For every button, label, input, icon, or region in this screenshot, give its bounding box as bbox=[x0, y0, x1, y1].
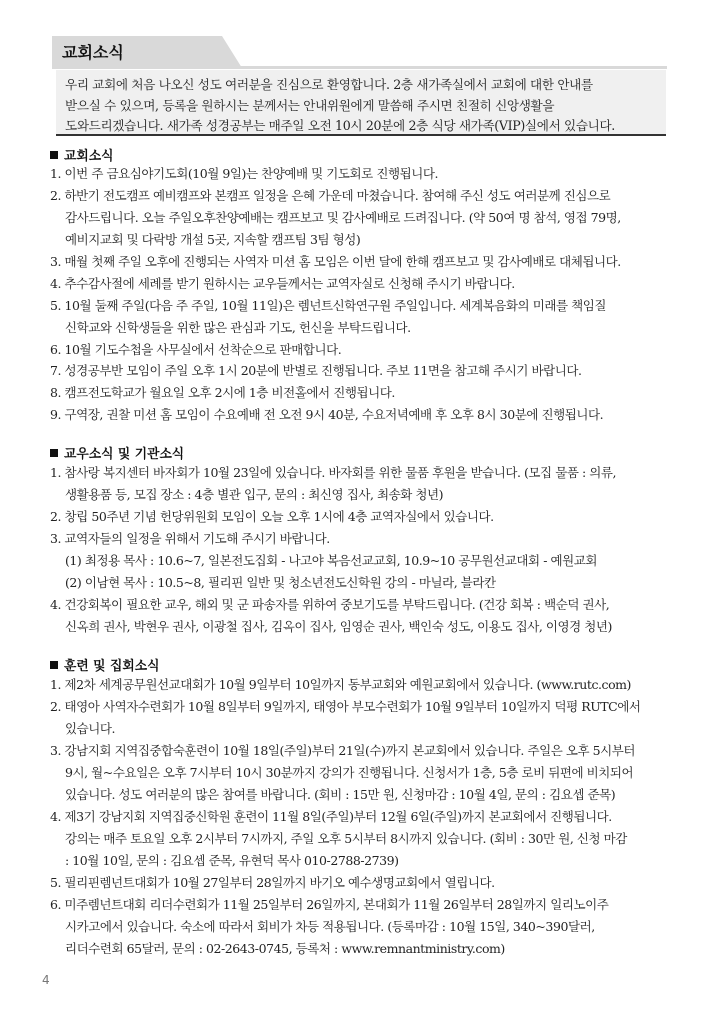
list-item: 3. 교역자들의 일정을 위해서 기도해 주시기 바랍니다. bbox=[50, 531, 330, 546]
list-item: 2. 태영아 사역자수련회가 10월 8일부터 9일까지, 태영아 부모수련회가 10월 9일부터 10일까지 덕평 RUTC에서 bbox=[50, 699, 641, 714]
list-item: 1. 참사랑 복지센터 바자회가 10월 23일에 있습니다. 바자회를 위한 물품 후원을 받습니다. (모집 물품 : 의류, bbox=[50, 465, 617, 480]
list-item: 1. 이번 주 금요심야기도회(10월 9일)는 찬양예배 및 기도회로 진행됩니다. bbox=[50, 166, 438, 181]
list-item: 1. 제2차 세계공무원선교대회가 10월 9일부터 10일까지 동부교회와 예원교회에서 있습니다. (www.rutc.com) bbox=[50, 677, 631, 692]
list-item-continued: 신학교와 신학생들을 위한 많은 관심과 기도, 헌신을 부탁드립니다. bbox=[65, 320, 411, 335]
square-bullet-icon bbox=[50, 661, 58, 669]
list-item-continued: 있습니다. 성도 여러분의 많은 참여를 바랍니다. (회비 : 15만 원, 신청마감 : 10월 4일, 문의 : 김요셉 준목) bbox=[65, 787, 616, 802]
list-item: 9. 구역장, 권찰 미션 홈 모임이 수요예배 전 오전 9시 40분, 수요저녁예배 후 오후 8시 30분에 진행됩니다. bbox=[50, 407, 604, 422]
list-item: 3. 매월 첫째 주일 오후에 진행되는 사역자 미션 홈 모임은 이번 달에 한해 캠프보고 및 감사예배로 대체됩니다. bbox=[50, 254, 621, 269]
list-item-continued: 생활용품 등, 모집 장소 : 4층 별관 입구, 문의 : 최신영 집사, 최송화 청년) bbox=[65, 487, 444, 502]
section-heading-member-news: 교우소식 및 기관소식 bbox=[50, 443, 184, 462]
list-item: 2. 하반기 전도캠프 예비캠프와 본캠프 일정을 은혜 가운데 마쳤습니다. 참여해 주신 성도 여러분께 진심으로 bbox=[50, 188, 611, 203]
intro-line: 도와드리겠습니다. 새가족 성경공부는 매주일 오전 10시 20분에 2층 식당 새가족(VIP)실에서 있습니다. bbox=[65, 118, 615, 133]
list-item: 6. 미주렘넌트대회 리더수련회가 11월 25일부터 26일까지, 본대회가 11월 26일부터 28일까지 일리노이주 bbox=[50, 897, 609, 912]
list-item: 4. 추수감사절에 세례를 받기 원하시는 교우들께서는 교역자실로 신청해 주시기 바랍니다. bbox=[50, 276, 515, 291]
list-item: 6. 10월 기도수첩을 사무실에서 선착순으로 판매합니다. bbox=[50, 342, 342, 357]
list-item-continued: 있습니다. bbox=[65, 721, 116, 736]
header-rule bbox=[52, 66, 667, 69]
header-tab-title: 교회소식 bbox=[62, 43, 124, 62]
intro-line: 우리 교회에 처음 나오신 성도 여러분을 진심으로 환영합니다. 2층 새가족실에서 교회에 대한 안내를 bbox=[65, 77, 593, 92]
list-item: 4. 제3기 강남지회 지역집중신학원 훈련이 11월 8일(주일)부터 12월 6일(주일)까지 본교회에서 진행됩니다. bbox=[50, 809, 612, 824]
list-item: 8. 캠프전도학교가 월요일 오후 2시에 1층 비전홀에서 진행됩니다. bbox=[50, 385, 395, 400]
page-number: 4 bbox=[42, 973, 50, 987]
list-item: 7. 성경공부반 모임이 주일 오후 1시 20분에 반별로 진행됩니다. 주보 11면을 참고해 주시기 바랍니다. bbox=[50, 363, 582, 378]
list-item-continued: 강의는 매주 토요일 오후 2시부터 7시까지, 주일 오후 5시부터 8시까지 있습니다. (회비 : 30만 원, 신청 마감 bbox=[65, 831, 627, 846]
list-item-continued: : 10월 10일, 문의 : 김요셉 준목, 유현덕 목사 010-2788-2739) bbox=[65, 853, 399, 868]
square-bullet-icon bbox=[50, 449, 58, 457]
intro-box bbox=[56, 70, 666, 136]
list-item: 2. 창립 50주년 기념 헌당위원회 모임이 오늘 오후 1시에 4층 교역자실에서 있습니다. bbox=[50, 509, 494, 524]
intro-line: 받으실 수 있으며, 등록을 원하시는 분께서는 안내위원에게 말씀해 주시면 친절히 신앙생활을 bbox=[65, 98, 555, 113]
list-item-continued: 리더수련회 65달러, 문의 : 02-2643-0745, 등록처 : www.remnantministry.com) bbox=[65, 941, 505, 956]
square-bullet-icon bbox=[50, 151, 58, 159]
list-item: 4. 건강회복이 필요한 교우, 해외 및 군 파송자를 위하여 중보기도를 부탁드립니다. (건강 회복 : 백순덕 권사, bbox=[50, 597, 610, 612]
list-item-continued: 신옥희 권사, 박현우 권사, 이광철 집사, 김옥이 집사, 임영순 권사, 백인숙 성도, 이용도 집사, 이영경 청년) bbox=[65, 619, 612, 634]
list-item: 5. 필리핀렘넌트대회가 10월 27일부터 28일까지 바기오 예수생명교회에서 열립니다. bbox=[50, 875, 495, 890]
section-heading-training-news: 훈련 및 집회소식 bbox=[50, 655, 159, 674]
list-subitem: (1) 최정용 목사 : 10.6~7, 일본전도집회 - 나고야 복음선교교회, 10.9~10 공무원선교대회 - 예원교회 bbox=[65, 553, 597, 568]
list-item-continued: 시카고에서 있습니다. 숙소에 따라서 회비가 차등 적용됩니다. (등록마감 : 10월 15일, 340~390달러, bbox=[65, 919, 595, 934]
section-heading-church-news: 교회소식 bbox=[50, 145, 113, 164]
list-item: 3. 강남지회 지역집중합숙훈련이 10월 18일(주일)부터 21일(수)까지 본교회에서 있습니다. 주일은 오후 5시부터 bbox=[50, 743, 636, 758]
list-item: 5. 10월 둘째 주일(다음 주 주일, 10월 11일)은 렘넌트신학연구원 주일입니다. 세계복음화의 미래를 책임질 bbox=[50, 298, 606, 313]
list-item-continued: 9시, 월~수요일은 오후 7시부터 10시 30분까지 강의가 진행됩니다. 신청서가 1층, 5층 로비 뒤편에 비치되어 bbox=[65, 765, 634, 780]
list-item-continued: 감사드립니다. 오늘 주일오후찬양예배는 캠프보고 및 감사예배로 드려집니다. (약 50여 명 참석, 영접 79명, bbox=[65, 210, 621, 225]
list-item-continued: 예비지교회 및 다락방 개설 5곳, 지속할 캠프팀 3팀 형성) bbox=[65, 232, 361, 247]
list-subitem: (2) 이남현 목사 : 10.5~8, 필리핀 일반 및 청소년전도신학원 강의 - 마닐라, 블라칸 bbox=[65, 575, 496, 590]
